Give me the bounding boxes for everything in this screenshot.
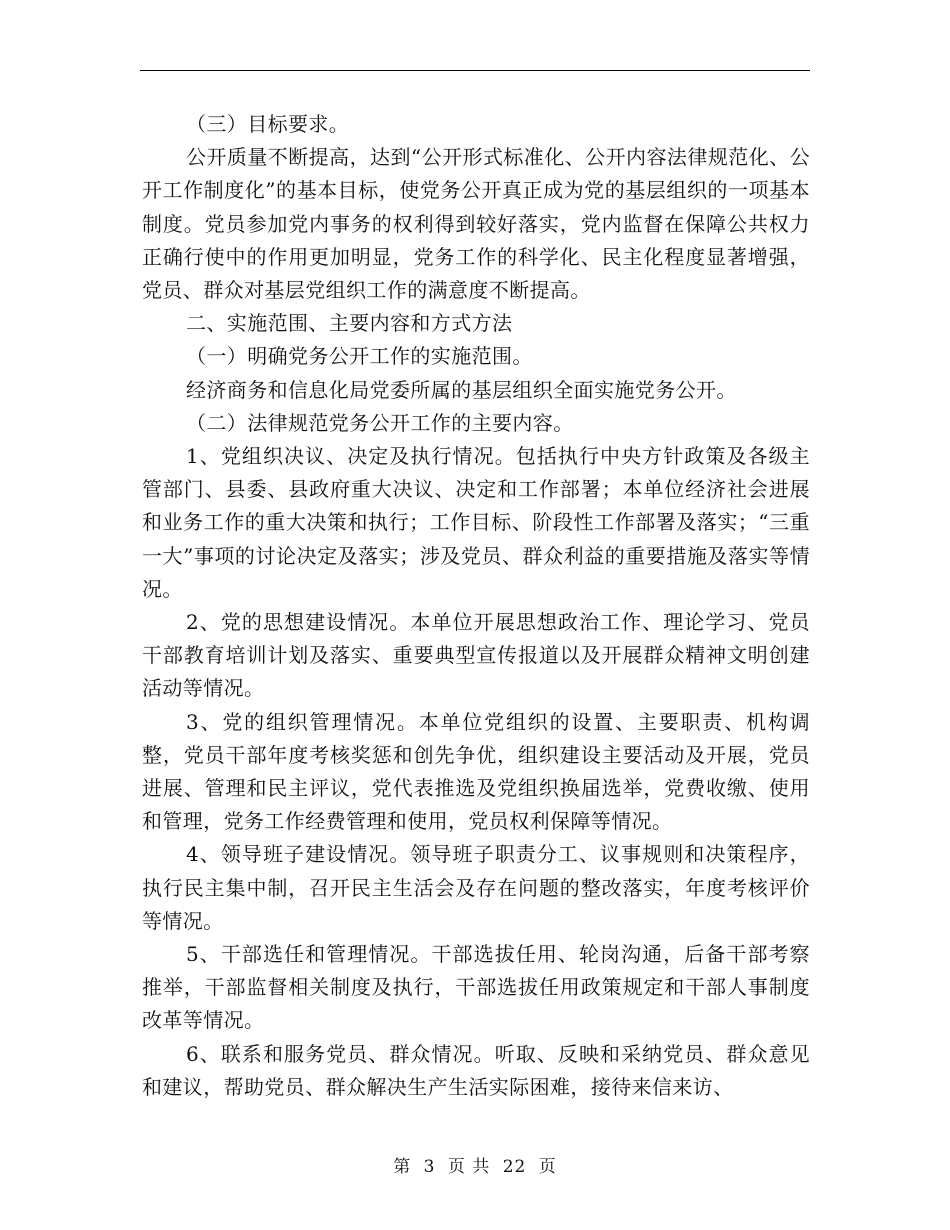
paragraph-item-3: 3、党的组织管理情况。本单位党组织的设置、主要职责、机构调整，党员干部年度考核奖惩和创先争优，组织建设主要活动及开展，党员进展、管理和民主评议，党代表推选及党组织换届选举，党费收缴、使用和管理，党务工作经费管理和使用，党员权利保障等情况。 [142,709,810,834]
footer-suffix: 页 [538,1157,557,1177]
paragraph-item-1: 1、党组织决议、决定及执行情况。包括执行中央方针政策及各级主管部门、县委、县政府重大决议、决定和工作部署；本单位经济社会进展和业务工作的重大决策和执行；工作目标、阶段性工作部署及落实；“三重一大”事项的讨论决定及落实；涉及党员、群众利益的重要措施及落实等情况。 [142,444,810,601]
paragraph-scope-body: 经济商务和信息化局党委所属的基层组织全面实施党务公开。 [186,377,737,402]
paragraph-item-5: 5、干部选任和管理情况。干部选拔任用、轮岗沟通，后备干部考察推举，干部监督相关制度及执行，干部选拔任用政策规定和干部人事制度改革等情况。 [142,942,810,1033]
paragraph-item-2: 2、党的思想建设情况。本单位开展思想政治工作、理论学习、党员干部教育培训计划及落实、重要典型宣传报道以及开展群众精神文明创建活动等情况。 [142,610,810,701]
footer-middle: 页 共 [447,1157,491,1177]
paragraph-item-6: 6、联系和服务党员、群众情况。听取、反映和采纳党员、群众意见和建议，帮助党员、群众解决生产生活实际困难，接待来信来访、 [142,1041,810,1099]
footer-total-pages: 22 [502,1157,527,1177]
paragraph-scope-heading: （一）明确党务公开工作的实施范围。 [186,344,533,369]
document-body [142,108,810,1104]
paragraph-target-requirements-body: 公开质量不断提高，达到“公开形式标准化、公开内容法律规范化、公开工作制度化”的基本目标，使党务公开真正成为党的基层组织的一项基本制度。党员参加党内事务的权利得到较好落实，党内监督在保障公共权力正确行使中的作用更加明显，党务工作的科学化、民主化程度显著增强，党员、群众对基层党组织工作的满意度不断提高。 [142,145,810,303]
footer-current-page: 3 [423,1157,436,1177]
paragraph-target-requirements-heading: （三）目标要求。 [186,112,350,136]
paragraph-content-heading: （二）法律规范党务公开工作的主要内容。 [186,410,574,435]
page-footer [0,1152,950,1177]
section-heading-scope: 二、实施范围、主要内容和方式方法 [186,311,513,336]
paragraph-item-4: 4、领导班子建设情况。领导班子职责分工、议事规则和决策程序，执行民主集中制，召开民主生活会及存在问题的整改落实，年度考核评价等情况。 [142,842,810,933]
footer-prefix: 第 [393,1157,412,1177]
header-rule [140,70,810,71]
